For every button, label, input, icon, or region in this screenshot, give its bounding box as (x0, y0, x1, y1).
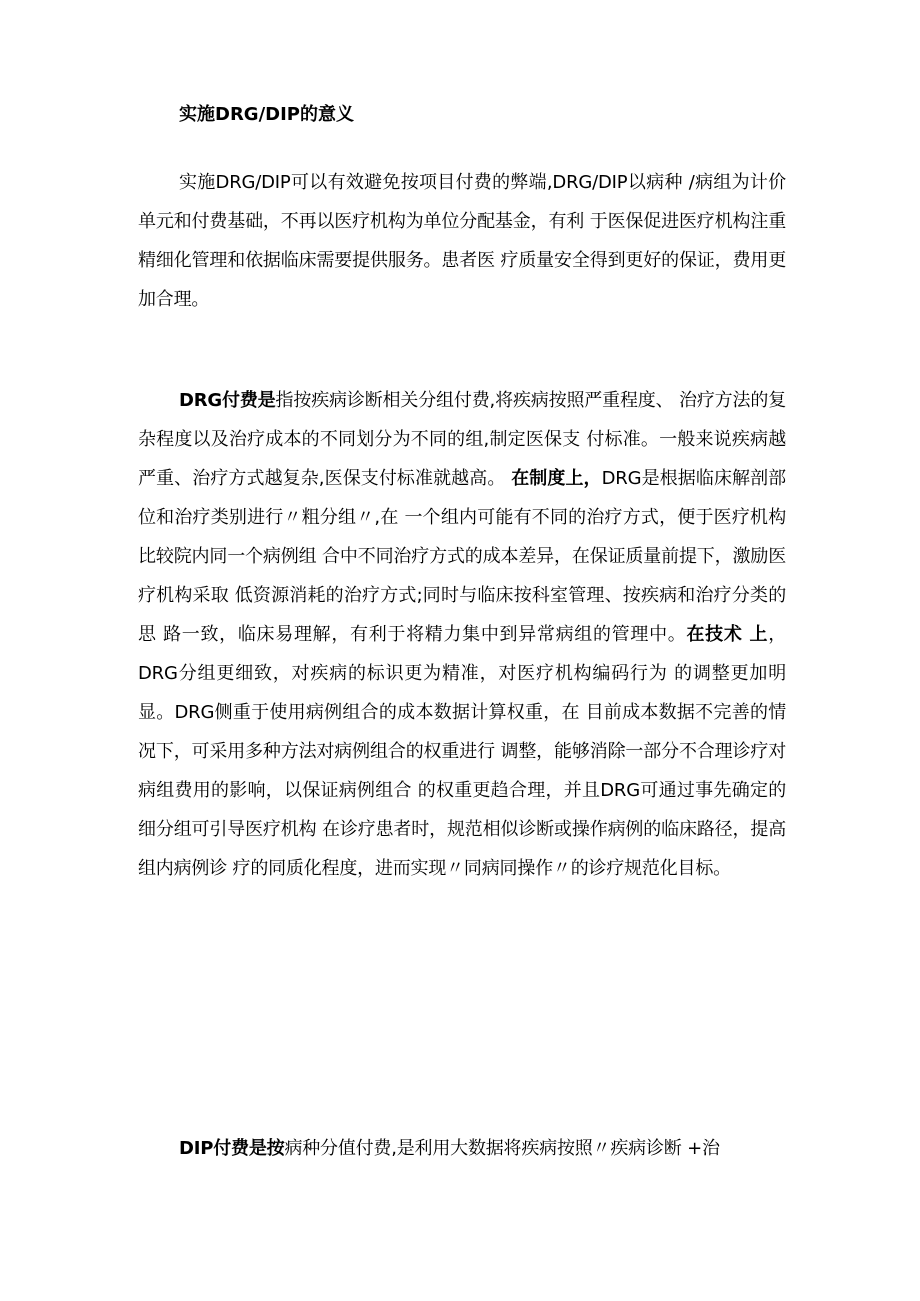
paragraph-significance: 实施DRG/DIP可以有效避免按项目付费的弊端,DRG/DIP以病种 /病组为计价单元和付费基础，不再以医疗机构为单位分配基金，有利 于医保促进医疗机构注重精细化管理和依据临床需要提供服务。患者医 疗质量安全得到更好的保证，费用更加合理。 (138, 172, 786, 310)
drg-text-2: DRG是根据临床解剖部位和治疗类别进行〃粗分组〃,在 一个组内可能有不同的治疗方式，便于医疗机构比较院内同一个病例组 合中不同治疗方式的成本差异，在保证质量前提下，激励医疗机构采取 低资源消耗的治疗方式;同时与临床按科室管理、按疾病和治疗分类的思 路一致，临床易理解，有利于将精力集中到异常病组的管理中。 (138, 468, 786, 645)
dip-text: 病种分值付费,是利用大数据将疾病按照〃疾病诊断 +治 (284, 1138, 720, 1159)
drg-text-3: ，DRG分组更细致，对疾病的标识更为精准，对医疗机构编码行为 的调整更加明显。DRG侧重于使用病例组合的成本数据计算权重，在 目前成本数据不完善的情况下，可采用多种方法对病例组合的权重进行 调整，能够消除一部分不合理诊疗对病组费用的影响，以保证病例组合 的权重更趋合理，并且DRG可通过事先确定的细分组可引导医疗机构 在诊疗患者时，规范相似诊断或操作病例的临床路径，提高组内病例诊 疗的同质化程度，进而实现〃同病同操作〃的诊疗规范化目标。 (138, 624, 786, 879)
paragraph-drg-payment (138, 381, 786, 888)
drg-institution-term: 在制度上， (511, 468, 602, 489)
drg-text-1: 指按疾病诊断相关分组付费,将疾病按照严重程度、 治疗方法的复杂程度以及治疗成本的不同划分为不同的组,制定医保支 付标准。一般来说疾病越严重、治疗方式越复杂,医保支付标准就越高。 (138, 390, 786, 489)
drg-lead-term: DRG付费是 (179, 390, 276, 411)
section-heading: 实施DRG/DIP的意义 (179, 104, 354, 125)
paragraph-dip-payment (138, 1129, 786, 1168)
dip-lead-term: DIP付费是按 (179, 1138, 285, 1159)
drg-technical-term: 在技术 上 (686, 624, 769, 645)
